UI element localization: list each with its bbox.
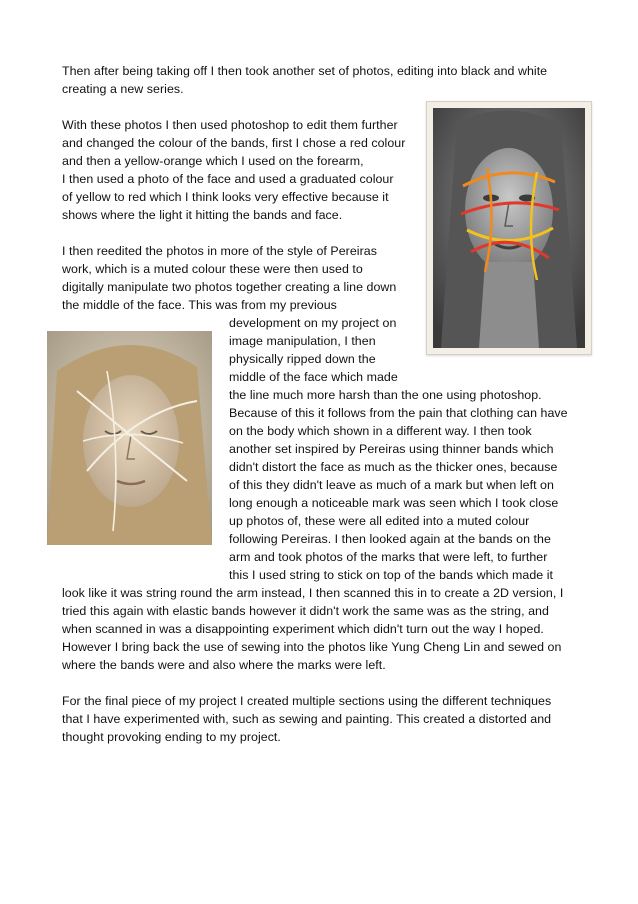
text-line: the middle of the face. This was from my previous <box>62 298 337 312</box>
text-line: Because of this it follows from the pain that clothing can have <box>229 406 568 420</box>
text-line: didn't distort the face as much as the thicker ones, because <box>229 460 558 474</box>
text-line: physically ripped down the <box>229 352 376 366</box>
text-line: work, which is a muted colour these were then used to <box>62 262 363 276</box>
text-line: For the final piece of my project I created multiple sections using the different techniques <box>62 694 552 708</box>
text-line: up photos of, these were all edited into a muted colour <box>229 514 530 528</box>
text-line: Then after being taking off I then took another set of photos, editing into black and white <box>62 64 548 78</box>
text-line: image manipulation, I then <box>229 334 376 348</box>
text-line: middle of the face which made <box>229 370 398 384</box>
text-line: following Pereiras. I then looked again at the bands on the <box>229 532 551 546</box>
text-line: development on my project on <box>229 316 397 330</box>
text-line: look like it was string round the arm instead, I then scanned this in to create a 2D version, I <box>62 586 564 600</box>
text-line: thought provoking ending to my project. <box>62 730 281 744</box>
text-line: I then reedited the photos in more of the style of Pereiras <box>62 244 377 258</box>
text-line: on the body which shown in a different way. I then took <box>229 424 532 438</box>
text-line: the line much more harsh than the one using photoshop. <box>229 388 542 402</box>
text-line: this I used string to stick on top of the bands which made it <box>229 568 554 582</box>
text-line: creating a new series. <box>62 82 184 96</box>
text-line: With these photos I then used photoshop to edit them further <box>62 118 398 132</box>
text-line: that I have experimented with, such as sewing and painting. This created a distorted and <box>62 712 552 726</box>
text-line: another set inspired by Pereiras using thinner bands which <box>229 442 554 456</box>
text-line: of this they didn't leave as much of a mark but when left on <box>229 478 554 492</box>
face-photo-colored-bands <box>426 101 592 355</box>
text-line: shows where the light it hitting the bands and face. <box>62 208 343 222</box>
text-line: of yellow to red which I think looks very effective because it <box>62 190 389 204</box>
text-line: and then a yellow-orange which I used on the forearm, <box>62 154 364 168</box>
text-line: and changed the colour of the bands, first I chose a red colour <box>62 136 406 150</box>
text-line: tried this again with elastic bands however it didn't work the same was as the string, and <box>62 604 549 618</box>
face-photo-muted-bands-image <box>47 331 212 545</box>
face-photo-colored-bands-image <box>427 102 591 354</box>
text-line: However I bring back the use of sewing into the photos like Yung Cheng Lin and sewed on <box>62 640 562 654</box>
text-line: where the bands were and also where the marks were left. <box>62 658 386 672</box>
text-line: arm and took photos of the marks that were left, to further <box>229 550 548 564</box>
face-photo-muted-bands <box>47 331 212 545</box>
text-line: when scanned in was a disappointing experiment which didn't turn out the way I hoped. <box>62 622 544 636</box>
text-line: I then used a photo of the face and used a graduated colour <box>62 172 394 186</box>
text-line: long enough a noticeable mark was seen which I took close <box>229 496 559 510</box>
text-line: digitally manipulate two photos together creating a line down <box>62 280 397 294</box>
